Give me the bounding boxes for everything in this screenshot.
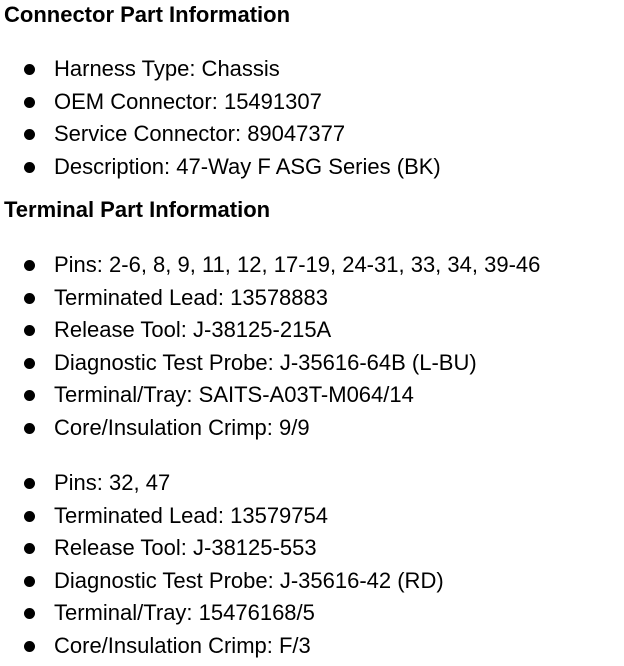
- pins-text: Pins: 2-6, 8, 9, 11, 12, 17-19, 24-31, 33, 34, 39-46: [54, 252, 541, 277]
- bullet-icon: [24, 478, 35, 489]
- terminated-lead-text: Terminated Lead: 13579754: [54, 502, 328, 528]
- terminated-lead-text: Terminated Lead: 13578883: [54, 284, 328, 310]
- bullet-icon: [24, 390, 35, 401]
- terminal-tray-text: Terminal/Tray: SAITS-A03T-M064/14: [54, 382, 414, 408]
- connector-part-information-heading: Connector Part Information: [4, 2, 291, 27]
- diagnostic-test-probe-text: Diagnostic Test Probe: J-35616-64B (L-BU): [54, 349, 477, 375]
- description-text: Description: 47-Way F ASG Series (BK): [54, 153, 441, 179]
- release-tool-text: Release Tool: J-38125-215A: [54, 317, 332, 343]
- bullet-icon: [24, 543, 35, 554]
- harness-type-text: Harness Type: Chassis: [54, 56, 280, 81]
- terminal-tray-text: Terminal/Tray: 15476168/5: [54, 600, 315, 626]
- diagnostic-test-probe-text: Diagnostic Test Probe: J-35616-42 (RD): [54, 567, 444, 593]
- release-tool-text: Release Tool: J-38125-553: [54, 535, 317, 561]
- bullet-icon: [24, 129, 35, 140]
- bullet-icon: [24, 423, 35, 434]
- core-insulation-crimp-text: Core/Insulation Crimp: F/3: [54, 632, 311, 658]
- bullet-icon: [24, 641, 35, 652]
- bullet-icon: [24, 511, 35, 522]
- bullet-icon: [24, 325, 35, 336]
- bullet-icon: [24, 293, 35, 304]
- bullet-icon: [24, 162, 35, 173]
- oem-connector-text: OEM Connector: 15491307: [54, 88, 322, 114]
- core-insulation-crimp-text: Core/Insulation Crimp: 9/9: [54, 414, 310, 440]
- bullet-icon: [24, 64, 35, 75]
- bullet-icon: [24, 260, 35, 271]
- bullet-icon: [24, 358, 35, 369]
- service-connector-text: Service Connector: 89047377: [54, 121, 346, 147]
- terminal-part-information-heading: Terminal Part Information: [4, 197, 271, 222]
- bullet-icon: [24, 576, 35, 587]
- bullet-icon: [24, 97, 35, 108]
- bullet-icon: [24, 608, 35, 619]
- pins-text: Pins: 32, 47: [54, 470, 171, 495]
